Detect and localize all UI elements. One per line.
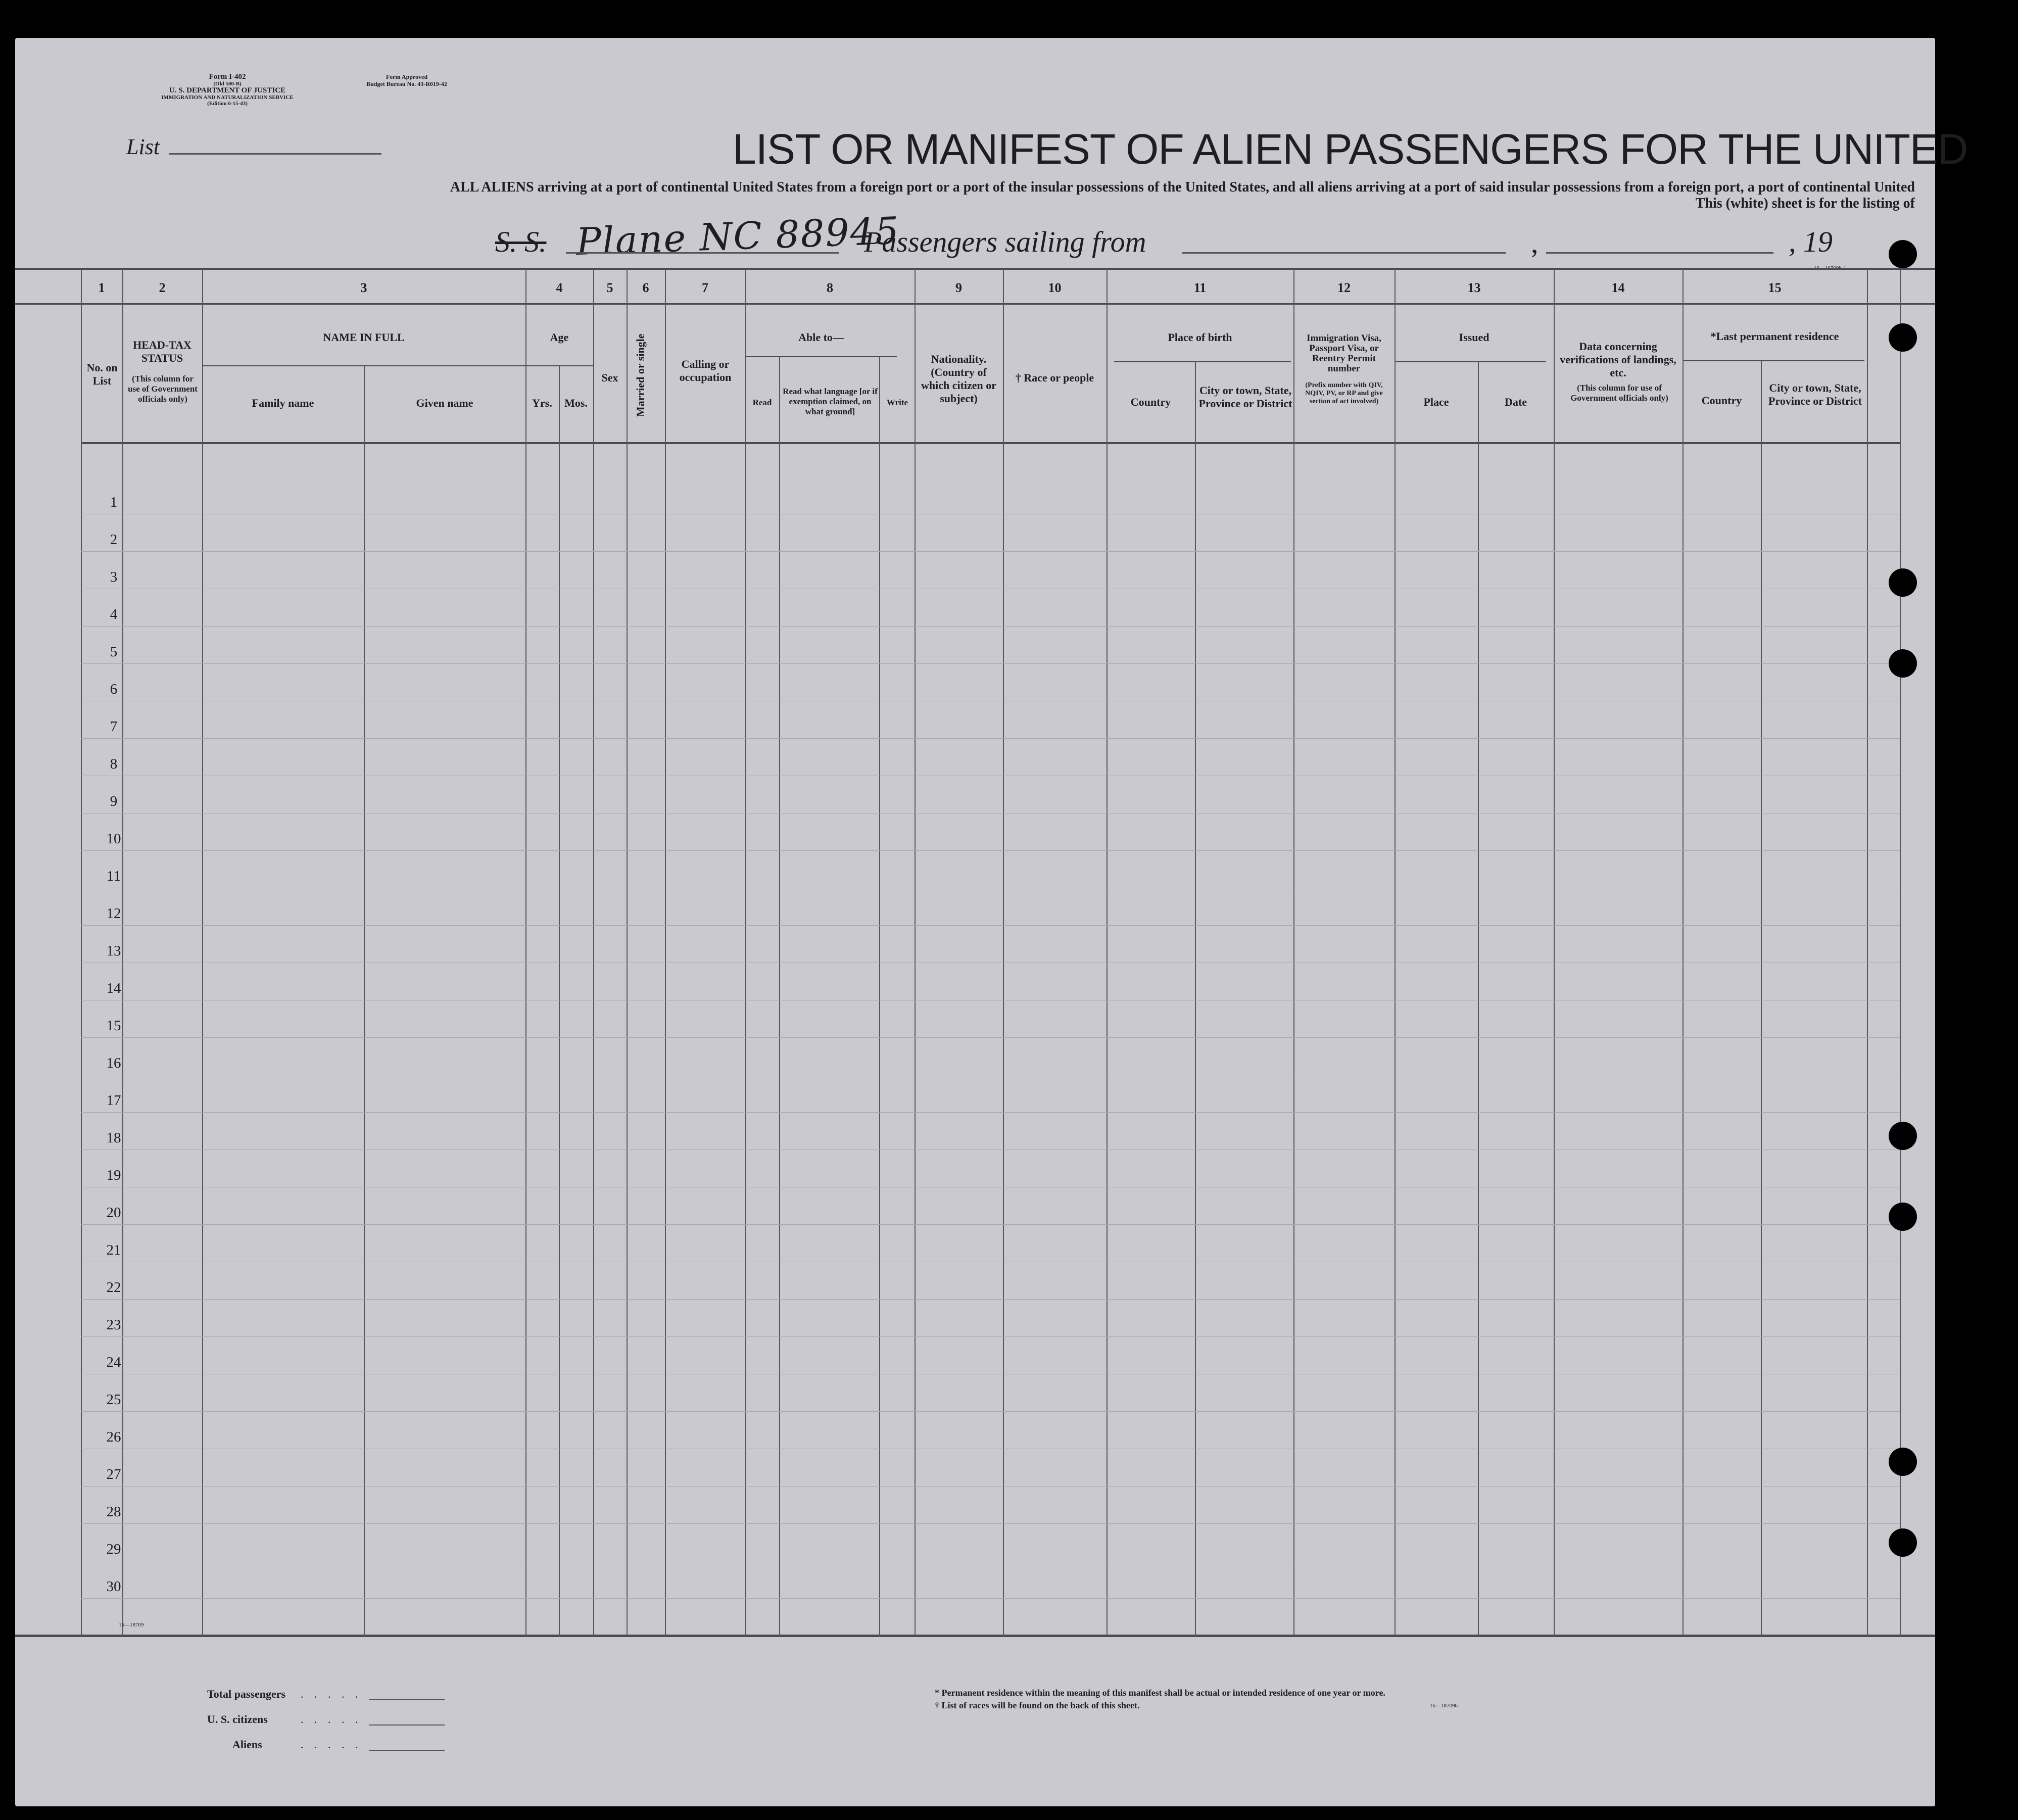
punch-hole	[1889, 1448, 1917, 1476]
form-old-number: (Old 500-B)	[213, 81, 242, 87]
header-place-of-birth: Place of birth	[1168, 331, 1232, 344]
intro-line-2: This (white) sheet is for the listing of	[1695, 196, 1915, 211]
row-number: 24	[106, 1354, 121, 1370]
column-number: 1	[98, 280, 105, 295]
citizens-dots: . . . . .	[301, 1713, 362, 1726]
column-number: 3	[360, 280, 367, 295]
birth-subrule	[1114, 361, 1291, 362]
punch-hole	[1889, 1203, 1917, 1231]
header-visa-note: (Prefix number with QIV, NQIV, PV, or RP and give section of act involved)	[1305, 381, 1383, 405]
row-number: 20	[106, 1205, 121, 1221]
header-head-tax-note: (This column for use of Government officials only)	[128, 374, 198, 404]
column-number: 7	[702, 280, 708, 295]
row-rule	[81, 738, 1900, 739]
code-left: 16—18709	[119, 1622, 144, 1628]
row-number: 26	[106, 1429, 121, 1445]
row-rule	[81, 1299, 1900, 1300]
table-bottom-rule	[15, 1635, 1935, 1637]
aliens-field[interactable]	[369, 1750, 445, 1751]
punch-hole	[1889, 1122, 1917, 1150]
col-line	[665, 268, 666, 1637]
ship-info-row	[495, 209, 1935, 264]
header-no-on-list: No. on List	[86, 361, 118, 387]
header-birth-country: Country	[1130, 396, 1171, 408]
header-visa: Immigration Visa, Passport Visa, or Reentry Permit number	[1307, 333, 1381, 374]
row-number: 10	[106, 831, 121, 847]
col-line	[202, 268, 203, 1637]
col-line	[627, 268, 628, 1637]
col-line	[1683, 268, 1684, 1637]
header-residence-country: Country	[1701, 394, 1742, 407]
col-line	[81, 268, 82, 1637]
column-number: 9	[955, 280, 962, 295]
col-line	[525, 268, 526, 1637]
row-rule	[81, 1523, 1900, 1524]
header-issued-place: Place	[1423, 396, 1449, 408]
form-approved: Form Approved	[386, 73, 428, 80]
us-citizens-label: U. S. citizens	[207, 1713, 268, 1726]
us-citizens-field[interactable]	[369, 1725, 445, 1726]
header-read: Read	[752, 398, 772, 407]
ss-prefix: S. S.	[495, 225, 547, 258]
col-line	[779, 357, 780, 1637]
header-write: Write	[886, 398, 908, 407]
header-age: Age	[550, 331, 569, 344]
form-identification	[121, 73, 333, 107]
comma-separator: ,	[1531, 226, 1539, 259]
header-given-name: Given name	[416, 397, 473, 409]
aliens-dots: . . . . .	[301, 1738, 362, 1751]
column-number: 2	[159, 280, 166, 295]
form-number: Form I-402	[209, 73, 246, 81]
ship-name-handwritten[interactable]: Plane NC 88945	[575, 209, 901, 264]
year-prefix: , 19	[1789, 225, 1833, 258]
header-birth-city: City or town, State, Province or District	[1198, 384, 1292, 410]
row-rule	[81, 1224, 1900, 1225]
row-number: 21	[106, 1242, 121, 1258]
col-line	[1003, 268, 1004, 1637]
punch-hole	[1889, 568, 1917, 597]
page-title: LIST OR MANIFEST OF ALIEN PASSENGERS FOR THE UNITED	[733, 125, 1968, 173]
row-number: 9	[110, 793, 118, 809]
intro-line-1: ALL ALIENS arriving at a port of continental United States from a foreign port or a port of the insular possessions of the United States, and all aliens arriving at a port of said insular possessions from a foreign port, a port of continental United	[450, 179, 1915, 195]
col-line	[1761, 361, 1762, 1637]
header-head-tax: HEAD-TAX STATUS	[133, 339, 191, 364]
row-number: 16	[106, 1055, 121, 1071]
header-nationality: Nationality. (Country of which citizen or subject)	[921, 353, 997, 405]
sailing-from-label: Passengers sailing from	[864, 225, 1146, 258]
punch-hole	[1889, 649, 1917, 678]
row-number: 13	[106, 943, 121, 959]
row-number: 29	[106, 1541, 121, 1557]
column-number: 11	[1193, 280, 1207, 295]
residence-subrule	[1683, 360, 1864, 361]
row-rule	[81, 1112, 1900, 1113]
total-passengers-label: Total passengers	[207, 1688, 286, 1700]
row-number: 6	[110, 681, 118, 697]
punch-hole	[1889, 240, 1917, 268]
column-number: 15	[1768, 280, 1782, 295]
manifest-sheet	[15, 38, 1968, 1806]
row-number: 30	[106, 1578, 121, 1595]
header-last-residence: *Last permanent residence	[1710, 330, 1839, 343]
residence-footnote: * Permanent residence within the meaning of this manifest shall be actual or intended residence of one year or more.	[935, 1688, 1385, 1698]
header-married-or-single: Married or single	[634, 333, 647, 417]
col-line	[559, 366, 560, 1637]
list-label: List	[126, 134, 160, 159]
row-number: 19	[106, 1167, 121, 1183]
row-number: 18	[106, 1130, 121, 1146]
header-calling: Calling or occupation	[679, 358, 732, 384]
header-bottom-rule	[81, 442, 1900, 444]
aliens-label: Aliens	[232, 1738, 262, 1751]
budget-number: Budget Bureau No. 43-R019-42	[366, 80, 447, 87]
col-line	[915, 268, 916, 1637]
table-top-rule	[15, 268, 1935, 270]
row-rule	[81, 663, 1900, 664]
col-line	[1107, 268, 1108, 1637]
row-number: 7	[110, 719, 118, 735]
row-number: 8	[110, 756, 118, 772]
row-rule	[81, 850, 1900, 851]
form-edition: (Edition 6-15-43)	[207, 101, 248, 107]
header-data-concerning: Data concerning verifications of landings, etc.	[1560, 340, 1676, 379]
header-issued: Issued	[1459, 331, 1490, 344]
column-number: 5	[606, 280, 613, 295]
header-residence-city: City or town, State, Province or District	[1768, 381, 1862, 407]
sailing-from-field[interactable]	[1182, 252, 1506, 254]
row-rule	[81, 551, 1900, 552]
row-number: 17	[106, 1092, 121, 1109]
row-number: 28	[106, 1504, 121, 1520]
column-number: 14	[1611, 280, 1625, 295]
header-family-name: Family name	[252, 397, 314, 409]
code-right: 16—18709b	[1430, 1703, 1458, 1709]
col-line	[1293, 268, 1294, 1637]
column-number: 8	[827, 280, 833, 295]
row-rule	[81, 1598, 1900, 1599]
budget-approval	[328, 73, 485, 87]
row-number: 1	[110, 494, 118, 510]
row-rule	[81, 626, 1900, 627]
col-line	[364, 366, 365, 1637]
col-line	[593, 268, 594, 1637]
col-line	[745, 268, 746, 1637]
col-line	[1867, 268, 1868, 1637]
row-rule	[81, 925, 1900, 926]
row-number: 4	[110, 606, 118, 622]
header-age-yrs: Yrs.	[532, 397, 552, 409]
row-number: 2	[110, 532, 118, 548]
header-data-note: (This column for use of Government officials only)	[1570, 383, 1668, 403]
total-dots: . . . . .	[301, 1688, 362, 1700]
row-rule	[81, 1037, 1900, 1038]
row-number: 11	[107, 868, 121, 884]
row-number: 5	[110, 644, 118, 660]
row-rule	[81, 1336, 1900, 1337]
column-number: 6	[642, 280, 649, 295]
row-rule	[81, 1411, 1900, 1412]
col-line	[1395, 268, 1396, 1637]
header-name-in-full: NAME IN FULL	[323, 331, 405, 344]
column-number: 4	[556, 280, 563, 295]
able-subrule	[745, 356, 897, 357]
races-footnote: † List of races will be found on the back of this sheet.	[935, 1700, 1140, 1710]
issued-subrule	[1395, 361, 1546, 362]
department-name: U. S. DEPARTMENT OF JUSTICE	[169, 86, 286, 94]
row-number: 23	[106, 1317, 121, 1333]
column-number: 12	[1337, 280, 1351, 295]
row-number: 27	[106, 1466, 121, 1482]
header-race: † Race or people	[1015, 371, 1094, 384]
row-number: 22	[106, 1279, 121, 1296]
number-row-rule	[15, 303, 1935, 305]
header-read-language: Read what language [or if exemption claimed, on what ground]	[783, 387, 878, 416]
row-number: 25	[106, 1392, 121, 1408]
col-line	[1554, 268, 1555, 1637]
header-age-mos: Mos.	[564, 397, 588, 409]
sailing-date-field[interactable]	[1546, 252, 1773, 254]
row-number: 3	[110, 569, 118, 585]
row-number: 14	[106, 980, 121, 996]
total-passengers-field[interactable]	[369, 1699, 445, 1700]
column-number: 10	[1048, 280, 1062, 295]
column-number: 13	[1467, 280, 1481, 295]
punch-hole	[1889, 323, 1917, 352]
header-able-to: Able to—	[798, 331, 844, 344]
punch-hole	[1889, 1528, 1917, 1557]
list-number-line[interactable]	[169, 153, 381, 155]
row-number: 12	[106, 905, 121, 922]
col-line	[1900, 268, 1901, 1637]
header-issued-date: Date	[1505, 396, 1527, 408]
ship-name-line	[566, 252, 839, 254]
header-sex: Sex	[601, 371, 618, 384]
col-line	[879, 357, 880, 1637]
row-number: 15	[106, 1018, 121, 1034]
row-rule	[81, 1486, 1900, 1487]
service-name: IMMIGRATION AND NATURALIZATION SERVICE	[161, 94, 294, 101]
